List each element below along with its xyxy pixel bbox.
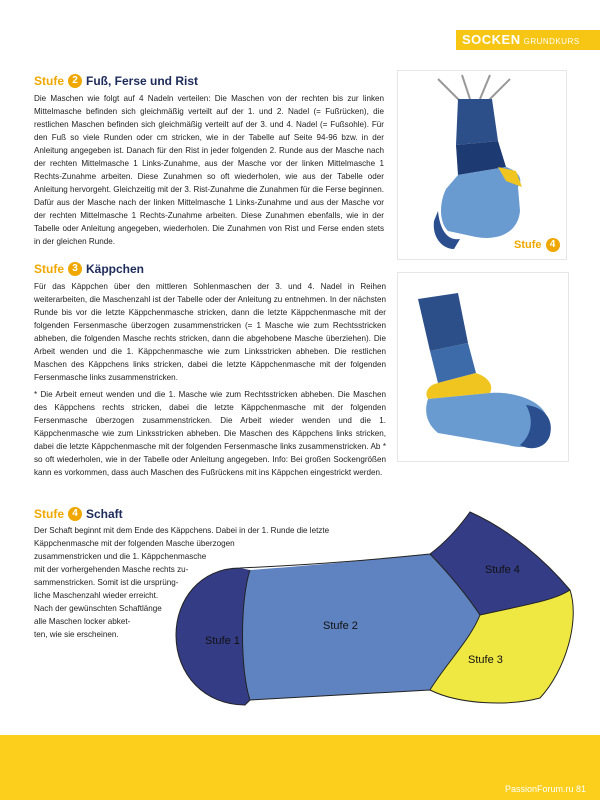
- page-number: 81: [575, 784, 586, 794]
- caption-number-badge: 4: [546, 238, 560, 252]
- section-3-title: Käppchen: [86, 262, 145, 276]
- section-2-heading: [34, 74, 198, 88]
- stufe-label: Stufe: [34, 262, 64, 276]
- section-3-text-1: Für das Käppchen über den mittleren Sohlenmaschen der 3. und 4. Nadel in Reihen weiterarbeiten, die Maschenzahl ist der Tabelle oder der Anleitung zu entnehmen. In der nächsten Runde bis vor die letzte Käppchenmasche stricken, dann die letzte Käppchenmasche mit der folgenden Fersenmasche überzogen zusammenstricken (= 1 Masche wie zum Rechtsstricken abheben, die folgenden Masche rechts stricken, dann die abgehobene Masche überziehen). Die Arbeit wenden und die 1. Käppchenmasche wie zum Linksstricken abheben. Die restlichen Maschen des Käppchens links stricken, dabei die letzte Käppchenmasche mit der folgenden Fersenmasche links zusammenstricken.: [34, 282, 386, 382]
- text-line: Käppchenmasche mit der folgenden Masche überzogen: [34, 539, 235, 548]
- section-4-title: Schaft: [86, 507, 123, 521]
- step-number-badge: 3: [68, 262, 82, 276]
- sock-illustration-1: [398, 71, 568, 261]
- text-line: Der Schaft beginnt mit dem Ende des Käppchens. Dabei in der 1. Runde die letzte: [34, 526, 330, 535]
- photo-sock-stufe-4: [397, 70, 567, 260]
- header-subtitle: GRUNDKURS: [523, 37, 580, 46]
- diagram-label-stufe-4: Stufe 4: [485, 564, 520, 576]
- footer-band: [0, 735, 600, 800]
- photo-sock-stufe-3: [397, 272, 569, 462]
- diagram-label-stufe-3: Stufe 3: [468, 654, 503, 666]
- caption-stufe-label: Stufe: [514, 239, 542, 251]
- text-line: alle Maschen locker abket-: [34, 617, 131, 626]
- section-2-text: Die Maschen wie folgt auf 4 Nadeln verteilen: Die Maschen von der rechten bis zur linken Mittelmasche befinden sich gleichmäßig verteilt auf der 1. und 2. Nadel (= Fußrücken), die restlichen Maschen befinden sich gleichmäßig verteilt auf der 3. und 4. Nadel (= Fußsohle). Für den Fuß so viele Runden oder cm stricken, wie in der Tabelle auf Seite 94-96 bzw. in der Anleitung angegeben ist. Danach für den Rist in jeder folgenden 2. Runde aus der Masche nach der rechten Mittelmasche 1 Links-Zunahme, aus der Masche vor der linken Mittelmasche 1 Rechts-Zunahme arbeiten. Diese Zunahmen so oft wiederholen, wie aus der Tabelle oder Anleitung hervorgeht. Gleichzeitig mit der 3. Rist-Zunahme die Zunahmen für die Ferse beginnen. Dafür aus der Masche nach der linken Mittelmasche 1 Links-Zunahme und aus der Masche vor der rechten Mittelmasche 1 Rechts-Zunahme arbeiten. Diese Zunahmen ebenfalls, wie in der Tabelle oder Anleitung angegeben, wiederholen. Die Zunahmen von Rist und Ferse enden stets in der gleichen Runde.: [34, 94, 384, 246]
- text-line: ten, wie sie erscheinen.: [34, 630, 119, 639]
- text-line: Nach der gewünschten Schaftlänge: [34, 604, 162, 613]
- text-line: mit der vorhergehenden Masche rechts zu-: [34, 565, 189, 574]
- sock-illustration-2: [398, 273, 570, 463]
- text-line: zusammenstricken und die 1. Käppchenmasche: [34, 552, 207, 561]
- diagram-label-stufe-2: Stufe 2: [323, 620, 358, 632]
- sock-diagram: [0, 500, 600, 730]
- diagram-label-stufe-1: Stufe 1: [205, 635, 240, 647]
- text-line: liche Maschenzahl wieder erreicht.: [34, 591, 159, 600]
- section-3-heading: [34, 262, 144, 276]
- stufe-label: Stufe: [34, 507, 64, 521]
- section-3-text-2: * Die Arbeit erneut wenden und die 1. Masche wie zum Rechtsstricken abheben. Die Maschen des Käppchens rechts stricken, dabei die letzte Käppchenmasche mit der folgenden Fersenmasche überzogen zusammenstricken. Die Arbeit wieder wenden und die 1. Käppchenmasche wie zum Linksstricken abheben. Die Maschen des Käppchens links stricken, dabei die letzte Käppchenmasche mit der folgenden Fersenmasche links zusammenstricken. Ab * so oft wiederholen, wie in der Tabelle oder Anleitung angegeben. Info: Bei großen Sockengrößen kann es vorkommen, dass auch Maschen des Fußrückens mit ins Käppchen eingestrickt werden.: [34, 390, 386, 477]
- stufe-label: Stufe: [34, 74, 64, 88]
- step-number-badge: 4: [68, 507, 82, 521]
- section-2-title: Fuß, Ferse und Rist: [86, 74, 199, 88]
- footer-site: PassionForum.ru 81: [504, 784, 586, 794]
- header-title: SOCKEN GRUNDKURS: [462, 32, 580, 47]
- photo-1-caption: [514, 238, 560, 252]
- text-line: sammenstricken. Somit ist die ursprüng-: [34, 578, 179, 587]
- step-number-badge: 2: [68, 74, 82, 88]
